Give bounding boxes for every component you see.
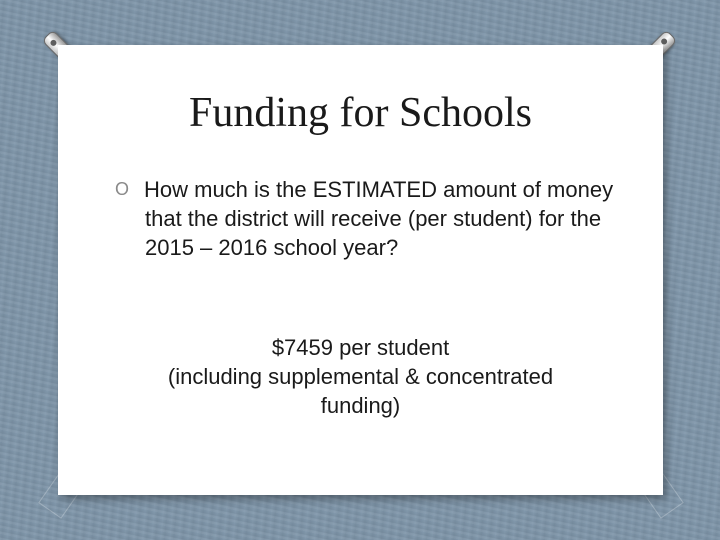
bullet-item bbox=[115, 175, 615, 262]
answer-line-3: funding) bbox=[320, 393, 401, 418]
slide bbox=[58, 45, 663, 495]
bullet-text: How much is the ESTIMATED amount of money that the district will receive (per student) for the 2015 – 2016 school year? bbox=[144, 177, 614, 260]
answer-block bbox=[118, 333, 603, 420]
bullet-marker: O bbox=[115, 179, 130, 199]
slide-title: Funding for Schools bbox=[188, 90, 532, 136]
answer-line-1: $7459 per student bbox=[271, 335, 450, 360]
answer-line-2: (including supplemental & concentrated bbox=[167, 364, 554, 389]
